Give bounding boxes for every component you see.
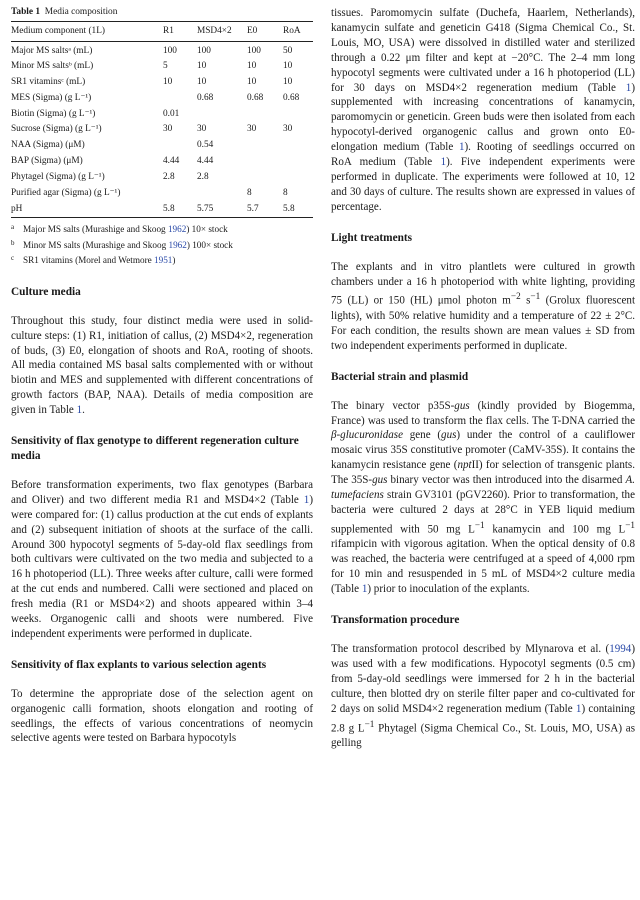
footnote-text: ) [172,255,176,266]
table-cell: 100 [163,46,177,56]
table-cell: BAP (Sigma) (μM) [11,156,83,167]
section-heading-bacterial-strain: Bacterial strain and plasmid [331,370,469,383]
table-reference-link[interactable]: 1 [303,493,310,506]
paragraph-text: ). Rooting of seedlings occurred on RoA medium (Table [331,141,635,169]
table-title: Media composition [44,7,118,17]
table-footnote [11,238,313,254]
footnote-text: ) 100× stock [186,239,233,250]
species-name: A. tumefaciens [331,474,635,502]
table-row [11,170,313,186]
paragraph-text: ) were compared for: (1) callus production at the cut ends of explants and (2) subsequent initiation of shoots at the surface of the calli. Around 300 hypocotyl segments of 5-day-old flax seedlings from both cultivars were cultivated on the two media and subjected to a 16 h photoperiod (LL). Three weeks after culture, calli were formed at the cut ends and numbered. Calli were sectioned and placed on fresh media (R1 or MSD4×2) and shoots appeared within 3–4 weeks. Organogenic calli and shoots were numbered. Five independent experiments were performed in duplicate. [11,493,313,640]
table-cell: 4.44 [163,156,180,167]
table-cell: 0.68 [197,92,214,103]
paragraph-culture-media [11,314,313,418]
paragraph-genotype-sensitivity [11,478,313,642]
table-row [11,107,313,123]
superscript: −1 [625,519,635,530]
footnote-text: SR1 vitamins (Morel and Wetmore [23,255,155,266]
table-cell: 8 [283,188,288,199]
table-cell: 10 [283,76,293,87]
table-cell: 50 [283,46,293,56]
media-composition-table [11,21,313,218]
superscript: −1 [474,519,485,530]
right-column [331,6,635,751]
table-cell [247,107,283,123]
gene-name: gus [454,399,470,412]
paragraph-text: ). Five independent experiments were performed in duplicate. The experiments were followed at 10, 12 and 30 days of culture. The results shown are expressed in values of percentage. [331,156,635,213]
paragraph-text: s [520,295,531,308]
table-cell [283,107,313,123]
table-cell [283,154,313,170]
table-cell [163,91,197,107]
table-cell: Phytagel (Sigma) (g L⁻¹) [11,172,105,183]
table-row [11,42,313,59]
table-reference-link[interactable]: 1 [458,141,465,154]
paragraph-text: rifampicin with vigorous agitation. When the optical density of 0.8 was reached, the bacteria were centrifuged at a speed of 4,000 rpm for 10 min and resuspended in 5 mL of MSD4×2 culture media (Table [331,538,635,596]
table-header-cell: Medium component (1L) [11,26,105,37]
table-reference-link[interactable]: 1 [76,404,83,417]
table-cell: 0.68 [283,92,300,103]
table-cell: MES (Sigma) (g L⁻¹) [11,92,92,103]
table-cell: 30 [163,124,173,135]
table-cell: 10 [163,76,173,87]
paragraph-text: (kindly provided by Biogemma, France) was used to transform the flax cells. The T-DNA carried the [331,399,635,427]
gene-name: gus [441,429,457,442]
footnote-mark: b [11,238,15,247]
table-footnotes [11,222,313,269]
paragraph-light-treatments [331,260,635,354]
table-cell [197,107,247,123]
table-cell: 5.75 [197,203,214,214]
table-header-cell: E0 [247,26,258,37]
section-heading-genotype-sensitivity: Sensitivity of flax genotype to different regeneration culture media [11,435,299,462]
paragraph-text: strain GV3101 (pGV2260). Prior to transformation, the bacteria were cultured 2 days at 28°C in YEB liquid medium supplemented with 50 mg L [331,489,635,536]
table-cell: 10 [247,60,257,71]
table-cell [163,186,197,202]
table-cell: 100 [197,46,211,56]
paragraph-text: Phytagel (Sigma Chemical Co., St. Louis, MO, USA) as gelling [331,722,635,750]
table-cell [247,138,283,154]
table-cell: Biotin (Sigma) (g L⁻¹) [11,108,96,119]
table-cell: 30 [247,124,257,135]
superscript: −2 [510,291,521,302]
footnote-mark: c [11,254,15,263]
paragraph-text: kanamycin and 100 mg L [484,523,626,536]
table-cell: 4.44 [197,156,214,167]
table-caption [11,6,313,18]
footnote-text: Major MS salts (Murashige and Skoog [23,224,168,235]
paragraph-text: ) under the control of a cauliflower mosaic virus 35S constitutive promoter (CaMV-35S). It contains the kanamycin resistance gene ( [331,429,635,472]
table-header-cell: RoA [283,26,301,37]
table-cell: 10 [197,60,207,71]
paragraph-text: binary vector was then introduced into the disarmed [387,474,626,487]
table-cell: 0.01 [163,108,180,119]
table-cell [247,170,283,186]
table-row [11,91,313,107]
citation-link[interactable]: 1962 [168,239,187,250]
paragraph-text: The explants and in vitro plantlets were cultured in growth chambers under a 16 h photoperiod with white lighting, providing 75 (LL) or 150 (HL) μmol photon m [331,260,635,308]
paragraph-text: tissues. Paromomycin sulfate (Duchefa, Haarlem, Netherlands), kanamycin sulfate and geneticin G418 (Sigma Chemical Co., St. Louis, MO, USA) were dissolved in distilled water and sterilized through a 0.22 μm filter and kept at −20°C. The 2–4 mm long hypocotyl segments were cultivated under a 16 h photoperiod (LL) for 30 days on MSD4×2 regeneration medium (Table [331,7,635,94]
table-cell: 10 [247,76,257,87]
table-number: Table 1 [11,7,41,17]
table-cell: 10 [197,76,207,87]
paragraph-text: gene ( [402,429,442,442]
paragraph-text: Throughout this study, four distinct media were used in solid-culture steps: (1) R1, initiation of callus, (2) MSD4×2, regeneration of buds, (3) E0, elongation of shoots and RoA, rooting of shoots. All media contained MS basal salts complemented with or without biotin and MES and supplemented with different concentrations of growth factors (BAP, NAA). Details of media composition are given in Table [11,314,313,417]
paragraph-text: ) was used with a few modifications. Hypocotyl segments (0.5 cm) from 5-day-old seedlings were immersed for 2 h in the bacterial culture, then blotted dry on sterile filter paper and co-cultivated for 2 days on solid MSD4×2 regeneration medium (Table [331,642,635,715]
paragraph-text: ) prior to inoculation of the explants. [367,583,530,596]
table-row [11,59,313,75]
paragraph-bacterial-strain [331,399,635,597]
table-cell: 5 [163,60,168,71]
table-cell: Purified agar (Sigma) (g L⁻¹) [11,188,121,199]
table-cell [197,186,247,202]
table-cell [163,138,197,154]
paragraph-text: The binary vector p35S- [331,399,455,412]
paragraph-text: II) for selection of transgenic plants. The 35S- [331,459,635,487]
table-cell: 5.8 [163,203,175,214]
superscript: −1 [364,718,375,729]
table-cell: 0.54 [197,140,214,151]
table-cell: NAA (Sigma) (μM) [11,140,85,151]
paragraph-text: (Grolux fluorescent lights), with 50% relative humidity and a temperature of 22 ± 2°C. For each condition, the results shown are mean values ± SD from two independent experiments performed in duplicate. [331,295,636,352]
table-row [11,154,313,170]
table-cell: 100 [247,46,261,56]
table-footnote [11,253,313,269]
table-header-cell: MSD4×2 [197,26,232,37]
table-cell [247,154,283,170]
superscript: −1 [530,291,541,302]
section-heading-culture-media: Culture media [11,285,81,298]
section-heading-transformation: Transformation procedure [331,614,460,627]
table-cell: 10 [283,60,293,71]
citation-link[interactable]: 1994 [609,642,632,655]
table-cell [283,170,313,186]
footnote-mark: a [11,223,15,232]
table-cell: SR1 vitaminsᶜ (mL) [11,76,86,87]
table-cell: 2.8 [163,172,175,183]
gene-name: gus [372,474,388,487]
footnote-text: Minor MS salts (Murashige and Skoog [23,239,169,250]
table-cell: Minor MS saltsᵇ (mL) [11,60,94,71]
table-cell: 0.68 [247,92,264,103]
gene-name: npt [457,459,472,472]
citation-link[interactable]: 1962 [167,224,187,235]
footnote-text: ) 10× stock [186,224,228,235]
table-row [11,75,313,91]
table-reference-link[interactable]: 1 [440,156,447,169]
paragraph-text: Before transformation experiments, two flax genotypes (Barbara and Oliver) and two different media R1 and MSD4×2 (Table [11,478,313,506]
table-cell: 30 [197,124,207,135]
paragraph-text: ) supplemented with increasing concentrations of kanamycin, paromomycin or geneticin. Green buds were then isolated from each hypocotyl-derived organogenic callus and grown onto E0-elongation medium (Table [331,81,635,154]
citation-link[interactable]: 1951 [154,255,173,266]
table-cell: Sucrose (Sigma) (g L⁻¹) [11,124,102,135]
paragraph-text: . [82,404,85,417]
table-cell: pH [11,203,23,214]
table-cell: 2.8 [197,172,209,183]
table-cell [283,138,313,154]
table-cell: 30 [283,124,293,135]
paragraph-selection-agents: To determine the appropriate dose of the selection agent on organogenic calli formation, shoots elongation and rooting of seedlings, the effects of various concentrations of neomycin selective agents were tested on Barbara hypocotyls [11,687,313,745]
table-reference-link[interactable]: 1 [625,81,632,94]
gene-name: β-glucuronidase [331,429,403,442]
table-row [11,122,313,138]
table-cell: 8 [247,188,252,199]
table-header-row [11,22,313,42]
paragraph-text: The transformation protocol described by Mlynarova et al. ( [331,642,610,655]
paragraph-text: ) containing 2.8 g L [331,702,635,735]
table-header-cell: R1 [163,26,174,37]
left-column [11,6,313,746]
table-cell: 5.7 [247,203,259,214]
table-reference-link[interactable]: 1 [575,702,582,715]
table-reference-link[interactable]: 1 [361,583,368,596]
paragraph-transformation [331,642,635,751]
table-cell: 5.8 [283,203,295,214]
section-heading-light-treatments: Light treatments [331,231,413,244]
paragraph-selection-continued [331,6,635,215]
table-row [11,202,313,218]
section-heading-selection-agents: Sensitivity of flax explants to various selection agents [11,658,267,671]
table-row [11,138,313,154]
table-cell: Major MS saltsᵃ (mL) [11,46,93,56]
table-row [11,186,313,202]
table-footnote [11,222,313,238]
